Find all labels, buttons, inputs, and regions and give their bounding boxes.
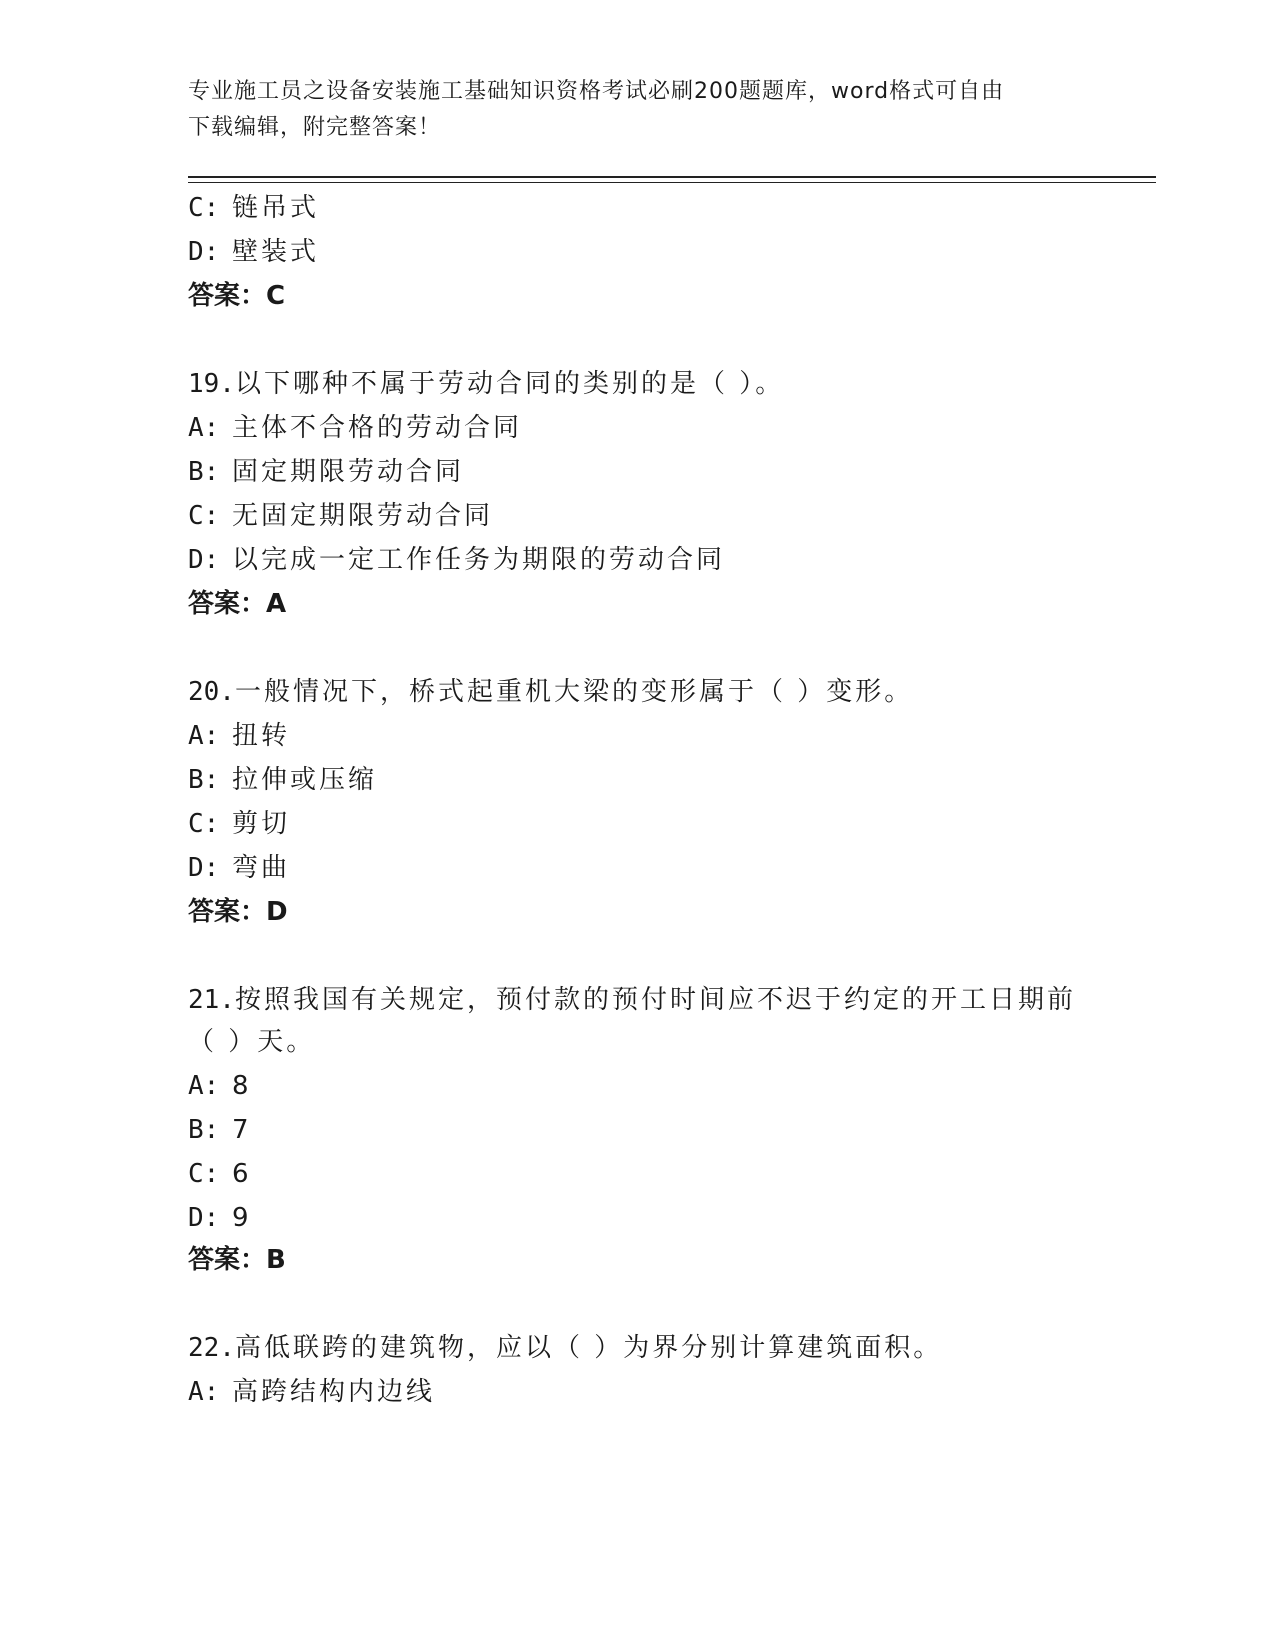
q18-option-d — [188, 232, 319, 272]
q22-stem — [188, 1328, 942, 1368]
option-prefix: D: — [188, 545, 220, 575]
q20-option-a — [188, 716, 290, 756]
question-number: 20. — [188, 677, 235, 707]
option-prefix: C: — [188, 193, 220, 223]
option-prefix: A: — [188, 1071, 220, 1101]
q21-option-c — [188, 1154, 252, 1194]
q20-option-d — [188, 848, 290, 888]
question-number: 22. — [188, 1333, 235, 1363]
q18-answer: 答案：C — [188, 281, 286, 311]
option-prefix: A: — [188, 721, 220, 751]
q22-option-a — [188, 1372, 435, 1412]
option-text: 8 — [232, 1071, 252, 1101]
q20-option-c — [188, 804, 290, 844]
option-text: 6 — [232, 1159, 252, 1189]
option-text: 弯曲 — [232, 853, 291, 883]
option-text: 链吊式 — [232, 193, 320, 223]
q19-option-d — [188, 540, 725, 580]
header-divider-thick — [188, 176, 1156, 178]
q19-option-c — [188, 496, 493, 536]
option-prefix: A: — [188, 413, 220, 443]
q19-stem — [188, 364, 784, 404]
header-line-1: 专业施工员之设备安装施工基础知识资格考试必刷200题题库，word格式可自由 — [188, 79, 1005, 104]
option-prefix: C: — [188, 1159, 220, 1189]
question-number: 21. — [188, 985, 235, 1015]
q21-stem-continuation: （ ）天。 — [188, 1027, 316, 1057]
q19-option-a — [188, 408, 522, 448]
option-prefix: C: — [188, 501, 220, 531]
option-prefix: D: — [188, 1203, 220, 1233]
option-text: 剪切 — [232, 809, 291, 839]
option-text: 以完成一定工作任务为期限的劳动合同 — [232, 545, 726, 575]
q20-option-b — [188, 760, 377, 800]
document-header — [188, 74, 1088, 146]
option-prefix: D: — [188, 237, 220, 267]
option-prefix: C: — [188, 809, 220, 839]
question-text: 以下哪种不属于劳动合同的类别的是（ ）。 — [234, 369, 785, 399]
header-line-2: 下载编辑，附完整答案！ — [188, 115, 442, 140]
q21-stem — [188, 980, 1076, 1020]
option-text: 9 — [232, 1203, 252, 1233]
q19-option-b — [188, 452, 464, 492]
q20-stem — [188, 672, 913, 712]
option-text: 高跨结构内边线 — [232, 1377, 436, 1407]
option-prefix: D: — [188, 853, 220, 883]
question-number: 19. — [188, 369, 235, 399]
option-prefix: A: — [188, 1377, 220, 1407]
option-text: 拉伸或压缩 — [232, 765, 378, 795]
q21-answer: 答案：B — [188, 1245, 286, 1275]
question-text: 按照我国有关规定，预付款的预付时间应不迟于约定的开工日期前 — [234, 985, 1076, 1015]
q20-answer: 答案：D — [188, 897, 288, 927]
option-prefix: B: — [188, 765, 220, 795]
q21-option-b — [188, 1110, 252, 1150]
q21-option-d — [188, 1198, 252, 1238]
header-divider-thin — [188, 182, 1156, 183]
option-prefix: B: — [188, 1115, 220, 1145]
option-text: 壁装式 — [232, 237, 320, 267]
option-text: 无固定期限劳动合同 — [232, 501, 494, 531]
option-text: 主体不合格的劳动合同 — [232, 413, 523, 443]
option-text: 固定期限劳动合同 — [232, 457, 465, 487]
option-prefix: B: — [188, 457, 220, 487]
q18-option-c — [188, 188, 319, 228]
option-text: 7 — [232, 1115, 252, 1145]
option-text: 扭转 — [232, 721, 291, 751]
q21-option-a — [188, 1066, 252, 1106]
q19-answer: 答案：A — [188, 589, 287, 619]
question-text: 一般情况下，桥式起重机大梁的变形属于（ ）变形。 — [234, 677, 914, 707]
question-text: 高低联跨的建筑物，应以（ ）为界分别计算建筑面积。 — [234, 1333, 943, 1363]
